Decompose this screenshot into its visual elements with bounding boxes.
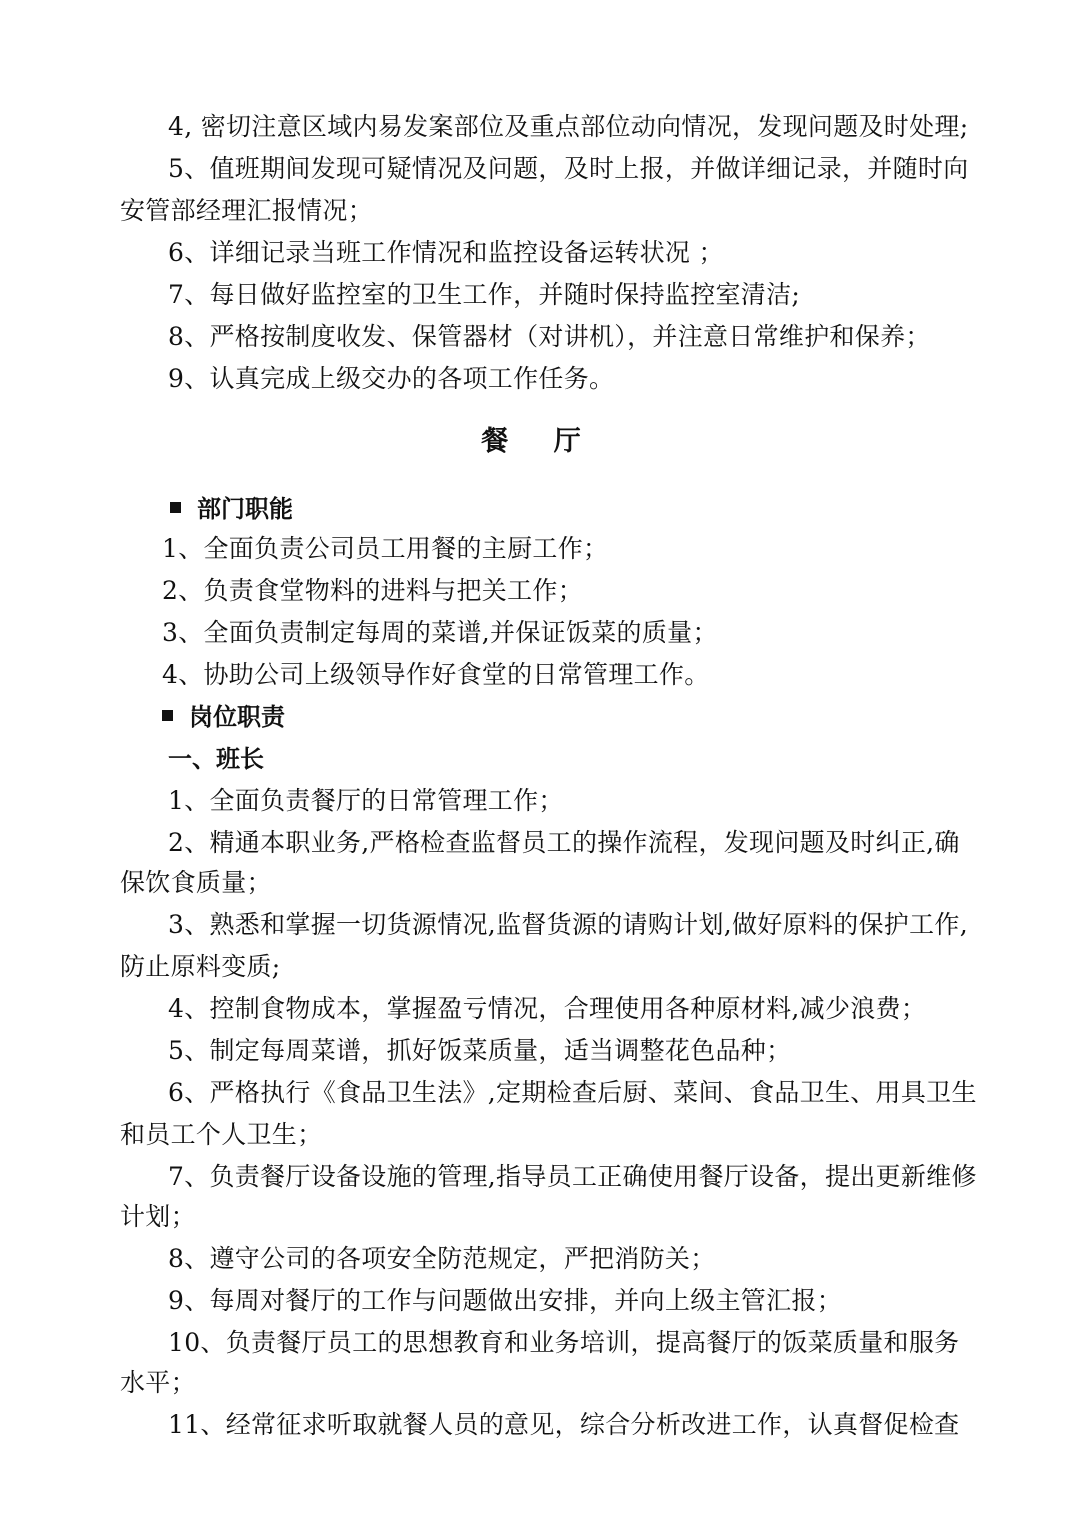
duty-line-7-cont: 计划； (120, 1202, 196, 1231)
square-bullet-icon (170, 502, 181, 513)
dept-function-item-2: 2、负责食堂物料的进料与把关工作； (162, 576, 584, 605)
duty-line-10-cont: 水平； (120, 1368, 196, 1397)
duty-line-4: 4、控制食物成本，掌握盈亏情况，合理使用各种原材料,减少浪费； (168, 994, 927, 1023)
security-item-5-cont: 安管部经理汇报情况； (120, 196, 374, 225)
security-item-4: 4, 密切注意区域内易发案部位及重点部位动向情况，发现问题及时处理; (168, 112, 969, 141)
security-item-9: 9、认真完成上级交办的各项工作任务。 (168, 364, 615, 393)
duty-line-2-cont: 保饮食质量； (120, 868, 272, 897)
duty-line-6: 6、严格执行《食品卫生法》,定期检查后厨、菜间、食品卫生、用具卫生 (168, 1078, 977, 1107)
duty-line-10: 10、负责餐厅员工的思想教育和业务培训，提高餐厅的饭菜质量和服务 (168, 1328, 960, 1357)
duty-line-8: 8、遵守公司的各项安全防范规定，严把消防关； (168, 1244, 716, 1273)
security-item-5: 5、值班期间发现可疑情况及问题，及时上报，并做详细记录，并随时向 (168, 154, 969, 183)
duty-line-2: 2、精通本职业务,严格检查监督员工的操作流程，发现问题及时纠正,确 (168, 828, 960, 857)
square-bullet-icon (162, 710, 173, 721)
duty-line-11: 11、经常征求听取就餐人员的意见，综合分析改进工作，认真督促检查 (168, 1410, 960, 1439)
duty-line-7: 7、负责餐厅设备设施的管理,指导员工正确使用餐厅设备，提出更新维修 (168, 1162, 977, 1191)
security-item-6: 6、详细记录当班工作情况和监控设备运转状况 ； (168, 238, 724, 267)
sub-heading-monitor: 一、班长 (168, 745, 264, 773)
dept-function-item-1: 1、全面负责公司员工用餐的主厨工作； (162, 534, 609, 563)
security-item-8: 8、严格按制度收发、保管器材（对讲机），并注意日常维护和保养； (168, 322, 931, 351)
duty-line-9: 9、每周对餐厅的工作与问题做出安排，并向上级主管汇报； (168, 1286, 843, 1315)
duty-line-3-cont: 防止原料变质; (120, 952, 281, 981)
duty-line-1: 1、全面负责餐厅的日常管理工作； (168, 786, 564, 815)
post-duty-heading (162, 700, 285, 734)
post-duty-heading-text: 岗位职责 (189, 703, 285, 731)
security-item-7: 7、每日做好监控室的卫生工作，并随时保持监控室清洁; (168, 280, 801, 309)
dept-function-heading (170, 492, 293, 526)
duty-line-3: 3、熟悉和掌握一切货源情况,监督货源的请购计划,做好原料的保护工作, (168, 910, 968, 939)
dept-function-item-4: 4、协助公司上级领导作好食堂的日常管理工作。 (162, 660, 710, 689)
dept-function-item-3: 3、全面负责制定每周的菜谱,并保证饭菜的质量； (162, 618, 718, 647)
duty-line-6-cont: 和员工个人卫生； (120, 1120, 323, 1149)
dept-function-heading-text: 部门职能 (197, 495, 293, 523)
section-title: 餐 厅 (481, 426, 599, 457)
duty-line-5: 5、制定每周菜谱，抓好饭菜质量，适当调整花色品种； (168, 1036, 792, 1065)
